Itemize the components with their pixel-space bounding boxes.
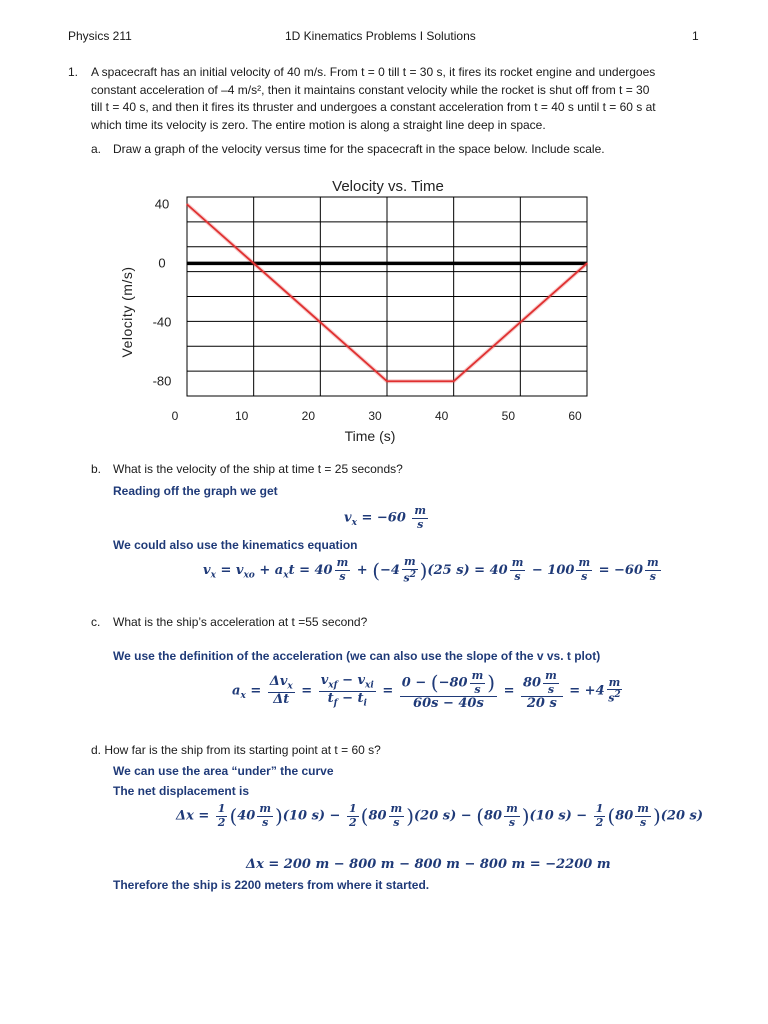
x-tick-label: 0	[171, 409, 179, 423]
course-name: Physics 211	[68, 29, 132, 43]
part-b-answer-intro: Reading off the graph we get	[113, 484, 278, 498]
chart-y-ticks	[153, 196, 172, 388]
y-tick-label: 40	[154, 196, 170, 212]
chart-title: Velocity vs. Time	[332, 178, 444, 195]
part-d-net-displacement: The net displacement is	[113, 784, 250, 798]
part-d-question: d. How far is the ship from its starting point at t = 60 s?	[91, 743, 381, 757]
page-number: 1	[692, 29, 699, 43]
chart-y-label: Velocity (m/s)	[119, 266, 135, 358]
series-point	[586, 263, 588, 265]
velocity-time-chart	[110, 172, 600, 450]
problem-number: 1.	[68, 65, 79, 79]
x-tick-label: 50	[501, 409, 516, 423]
part-a-text: Draw a graph of the velocity versus time for the spacecraft in the space below. Include scale.	[113, 142, 605, 156]
series-point	[186, 204, 188, 206]
problem-line: constant acceleration of –4 m/s², then it maintains constant velocity while the rocket is shut off from t = 30	[91, 82, 650, 97]
equation-vx-kinematics: $v_x = v_{xo} + a_xt = 40$ $\frac{m}{s}$ + (−4 $\frac{m}{s^2}$ )(25 s) = 40 $\frac{m}{s}$ − 100 $\frac{m}{s}$ = −60 $\frac{m}{s}$	[203, 555, 659, 585]
part-c-label: c.	[91, 615, 101, 629]
problem-line: A spacecraft has an initial velocity of 40 m/s. From t = 0 till t = 30 s, it fires its rocket engine and undergoes	[91, 65, 656, 79]
equation-vx-reading: $v_x = -60$ $\frac{m}{s}$	[344, 504, 427, 531]
problem-statement	[91, 64, 656, 134]
part-c-answer: We use the definition of the acceleration (we can also use the slope of the v vs. t plot)	[113, 649, 601, 663]
part-d-answer-intro: We can use the area “under” the curve	[113, 764, 334, 778]
chart-x-ticks	[172, 409, 582, 423]
part-b-question: What is the velocity of the ship at time t = 25 seconds?	[113, 462, 403, 476]
x-tick-label: 30	[368, 409, 382, 423]
document-title: 1D Kinematics Problems I Solutions	[285, 29, 476, 43]
equation-displacement-result: Δx = 200 m − 800 m − 800 m − 800 m = −2200 m	[246, 857, 611, 872]
series-point	[453, 380, 455, 382]
y-tick-label: -40	[152, 314, 172, 330]
part-b-answer-kinematics: We could also use the kinematics equation	[113, 538, 358, 552]
chart-grid	[187, 197, 587, 396]
problem-line: till t = 40 s, and then it fires its thruster and undergoes a constant acceleration from t = 40 s until t = 60 s at	[91, 100, 656, 114]
x-tick-label: 60	[568, 409, 582, 423]
y-tick-label: 0	[158, 255, 166, 271]
equation-displacement: Δx = $\frac{1}{2}$ (40 $\frac{m}{s}$ )(10 s) − $\frac{1}{2}$ (80 $\frac{m}{s}$ )(20 s) − (80 $\frac{m}{s}$ )(10 s) − $\frac{1}{2}$ (80 $\frac{m}{s}$ )(20 s)	[176, 802, 703, 829]
part-c-question: What is the ship’s acceleration at t =55 second?	[113, 615, 368, 629]
x-tick-label: 40	[434, 409, 449, 423]
part-d-conclusion: Therefore the ship is 2200 meters from where it started.	[113, 878, 430, 892]
x-tick-label: 20	[301, 409, 316, 423]
y-tick-label: -80	[152, 373, 172, 389]
x-tick-label: 10	[234, 409, 249, 423]
part-a-label: a.	[91, 142, 102, 156]
series-point	[386, 380, 388, 382]
part-b-label: b.	[91, 462, 102, 476]
problem-line: which time its velocity is zero. The entire motion is along a straight line deep in space.	[91, 117, 546, 132]
chart-x-label: Time (s)	[344, 428, 396, 444]
equation-acceleration: $a_x$ = $\Delta v_x$ Δt = $v_{xf} - v_{xi}$ $t_f - t_i$ = 0 − (−80 $\frac{m}{s}$ ) 60s − 40s = 80 $\frac{m}{s}$ 20 s = +4 $\frac{m}{s^2}$	[232, 669, 621, 712]
